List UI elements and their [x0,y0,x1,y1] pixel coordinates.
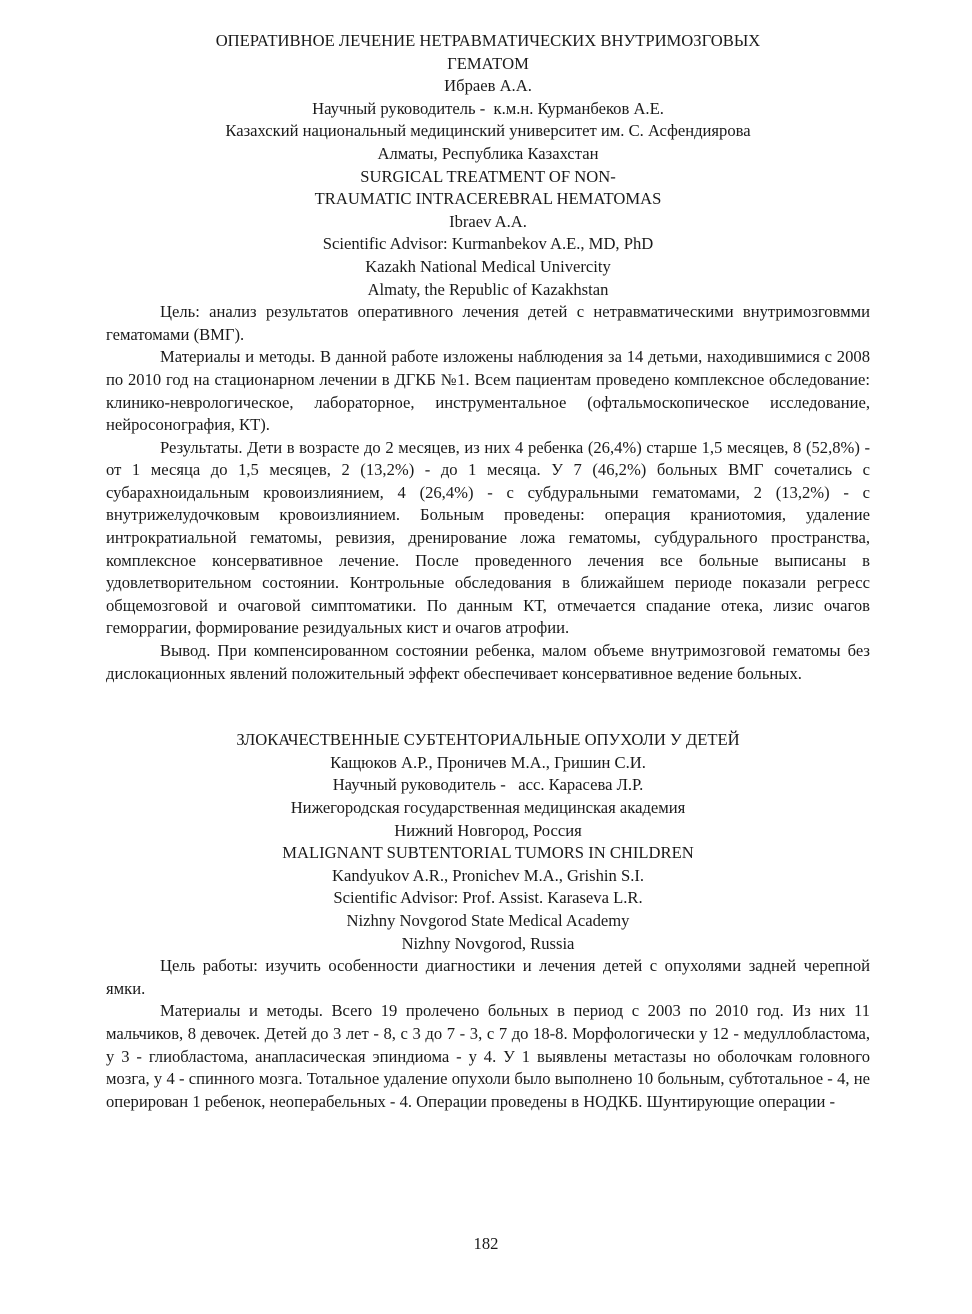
article-2-advisor: Научный руководитель - асс. Карасева Л.Р. [332,775,644,795]
article-1-paragraph-methods: Материалы и методы. В данной работе изложены наблюдения за 14 детьми, находившимися с 2008 по 2010 год на стационарном лечении в ДГКБ №1. Всем пациентам проведено комплексное обследование: клинико-неврологическое, лабораторное, инструментальное (офтальмоскопическое исследование, нейросонография, КТ). [106,347,870,435]
page-content [106,30,870,1113]
article-1-city-en: Almaty, the Republic of Kazakhstan [367,279,609,299]
article-2-paragraph-methods: Материалы и методы. Всего 19 пролечено больных в период с 2003 по 2010 год. Из них 11 мальчиков, 8 девочек. Детей до 3 лет - 8, с 3 до 7 - 3, с 7 до 18-8. Морфологически у 12 - медуллобластома, у 3 - глиобластома, анапласическая эпиндиома - у 4. У 1 выявлены метастазы но оболочкам головного мозга, у 4 - спинного мозга. Тотальное удаление опухоли было выполнено 10 больным, субтотальное - 4, не оперирован 1 ребенок, неоперабельных - 4. Операции проведены в НОДКБ. Шунтирующие операции - [106,1001,870,1111]
article-2-advisor-en: Scientific Advisor: Prof. Assist. Karaseva L.R. [333,888,643,908]
article-1-title-line-1: ОПЕРАТИВНОЕ ЛЕЧЕНИЕ НЕТРАВМАТИЧЕСКИХ ВНУТРИМОЗГОВЫХ [215,31,761,50]
article-2-city: Нижний Новгород, Россия [394,820,582,840]
article-1-advisor-en: Scientific Advisor: Kurmanbekov A.E., MD, PhD [322,234,654,254]
article-1-city: Алматы, Республика Казахстан [377,143,599,163]
article-2-institution: Нижегородская государственная медицинская академия [290,798,686,817]
article-1-title-en-line-2: TRAUMATIC INTRACEREBRAL HEMATOMAS [314,189,662,209]
article-gap [106,685,870,729]
article-1-institution-en: Kazakh National Medical Univercity [365,256,611,276]
article-1-advisor: Научный руководитель - к.м.н. Курманбеков А.Е. [312,98,664,118]
article-1-paragraph-aim: Цель: анализ результатов оперативного лечения детей с нетравматическими внутримозговмми гематомами (ВМГ). [106,302,870,344]
article-1-title-line-2: ГЕМАТОМ [447,53,529,73]
article-1-institution: Казахский национальный медицинский университет им. С. Асфендиярова [225,121,751,141]
article-1-paragraph-results: Результаты. Дети в возрасте до 2 месяцев, из них 4 ребенка (26,4%) старше 1,5 месяцев, 8 (52,8%) - от 1 месяца до 1,5 месяцев, 2 (13,2%) - до 1 месяца. У 7 (46,2%) больных ВМГ сочетались с субарахноидальным кровоизлиянием, 4 (26,4%) - с субдуральными гематомами, 2 (13,2%) - с внутрижелудочковым кровоизлиянием. Больным проведены: операция краниотомия, удаление интрократиальной гематомы, ревизия, дренирование ложа гематомы, субдурального пространства, комплексное консервативное лечение. После проведенного лечения все больные выписаны в удовлетворительном состоянии. Контрольные обследования в ближайшем периоде показали регресс общемозговой и очаговой симптоматики. По данным КТ, отмечается спадание отека, лизис очагов геморрагии, формирование резидуальных кист и очагов атрофии. [106,437,870,638]
article-2-city-en: Nizhny Novgorod, Russia [401,933,575,953]
article-2-authors: Кащюков А.Р., Проничев М.А., Гришин С.И. [330,752,646,772]
article-2-title: ЗЛОКАЧЕСТВЕННЫЕ СУБТЕНТОРИАЛЬНЫЕ ОПУХОЛИ У ДЕТЕЙ [236,730,740,750]
article-1-title-en-line-1: SURGICAL TREATMENT OF NON- [360,166,616,186]
article-2-paragraph-aim: Цель работы: изучить особенности диагностики и лечения детей с опухолями задней черепной ямки. [106,956,870,998]
article-1 [106,30,870,685]
article-1-author-en: Ibraev A.A. [449,211,527,231]
article-1-author: Ибраев А.А. [444,76,532,96]
article-2-title-en: MALIGNANT SUBTENTORIAL TUMORS IN CHILDREN [282,843,694,863]
article-2 [106,729,870,1113]
page-number: 182 [473,1234,499,1253]
article-2-institution-en: Nizhny Novgorod State Medical Academy [346,910,630,930]
article-2-authors-en: Kandyukov A.R., Pronichev M.A., Grishin S.I. [331,865,645,885]
article-1-paragraph-conclusion: Вывод. При компенсированном состоянии ребенка, малом объеме внутримозговой гематомы без дислокационных явлений положительный эффект обеспечивает консервативное ведение больных. [106,641,870,683]
